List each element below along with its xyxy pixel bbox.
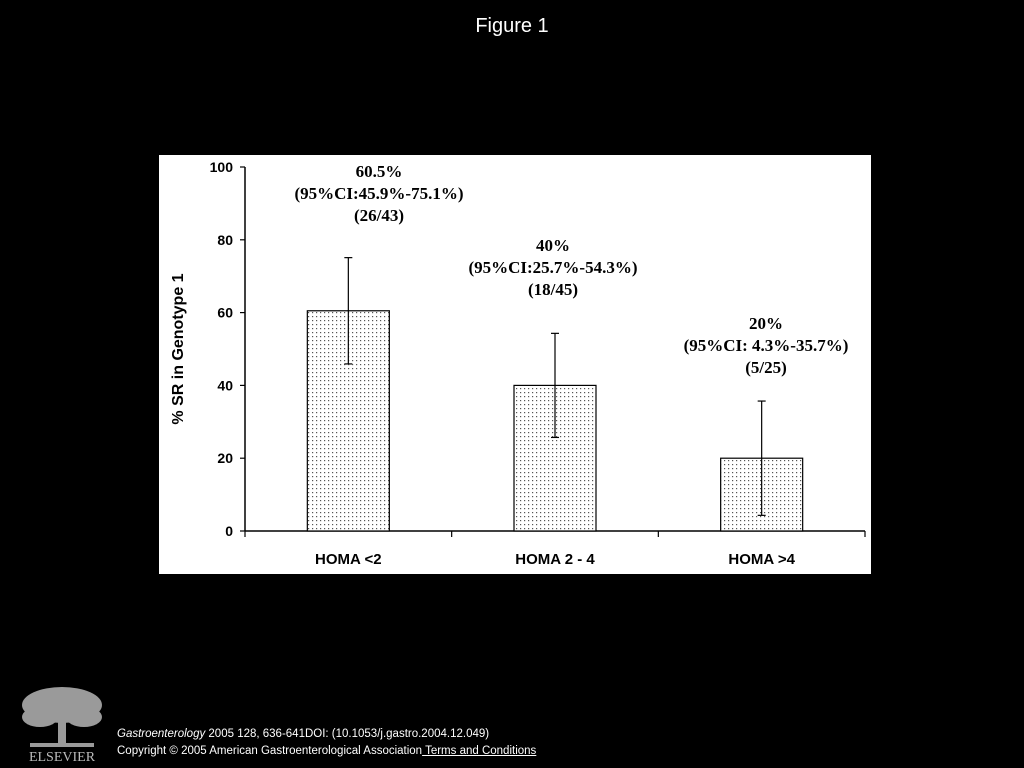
annotation-bar-2 <box>453 235 653 301</box>
y-tick-label: 100 <box>209 159 233 175</box>
y-tick-label: 40 <box>217 377 233 394</box>
citation-block <box>117 726 536 760</box>
chart-panel <box>159 155 871 574</box>
annotation-pct: 60.5% <box>355 162 403 181</box>
y-tick-label: 60 <box>217 304 233 321</box>
annotation-n: (5/25) <box>745 358 787 377</box>
y-axis-title: % SR in Genotype 1 <box>170 273 187 425</box>
annotation-n: (26/43) <box>353 206 405 225</box>
annotation-bar-3 <box>661 313 871 379</box>
annotation-ci: (95%CI:45.9%-75.1%) <box>294 184 464 203</box>
annotation-bar-1 <box>279 161 479 227</box>
terms-link[interactable]: Terms and Conditions <box>422 745 537 757</box>
x-tick-label: HOMA <2 <box>315 551 382 568</box>
elsevier-logo <box>10 683 114 763</box>
y-tick-label: 0 <box>225 523 233 539</box>
y-tick-label: 20 <box>217 450 233 467</box>
annotation-pct: 20% <box>749 314 783 333</box>
publisher-name: ELSEVIER <box>28 750 96 763</box>
x-tick-label: HOMA 2 - 4 <box>515 551 595 568</box>
annotation-n: (18/45) <box>527 280 579 299</box>
journal-name: Gastroenterology <box>117 728 206 740</box>
x-tick-label: HOMA >4 <box>728 551 795 568</box>
y-tick-label: 80 <box>217 231 233 248</box>
copyright-text: Copyright © 2005 American Gastroenterological Association <box>117 745 423 757</box>
annotation-ci: (95%CI:25.7%-54.3%) <box>468 258 638 277</box>
annotation-pct: 40% <box>536 236 570 255</box>
citation-text: 2005 128, 636-641DOI: (10.1053/j.gastro.2004.12.049) <box>205 728 490 740</box>
figure-title: Figure 1 <box>475 15 549 37</box>
annotation-ci: (95%CI: 4.3%-35.7%) <box>683 336 849 355</box>
